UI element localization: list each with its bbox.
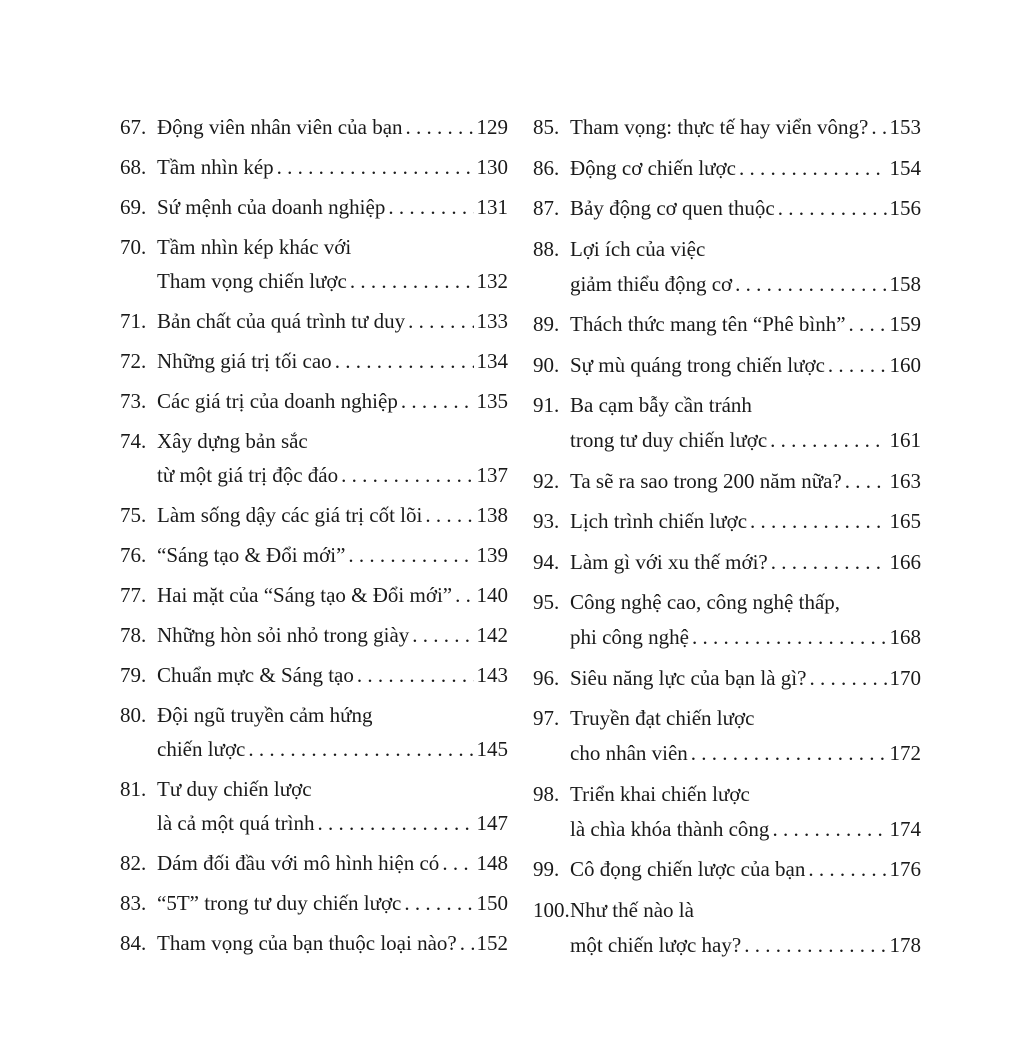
toc-entry-line (120, 462, 508, 488)
toc-entry-page-number: 142 (476, 623, 508, 647)
toc-entry-page-number: 172 (889, 741, 921, 765)
toc-entry-line (533, 705, 921, 731)
toc-entry-title: phi công nghệ (570, 625, 689, 649)
toc-entry-number: 86. (533, 155, 560, 180)
toc-entry-title: là cả một quá trình (157, 811, 315, 835)
toc-entry-title: Làm gì với xu thế mới? (570, 549, 768, 574)
toc-entry-page-number: 140 (476, 583, 508, 607)
toc-entry-number: 96. (533, 665, 560, 690)
toc-entry-number: 99. (533, 857, 560, 881)
toc-entry-page-number: 166 (889, 549, 921, 574)
toc-entry-page-number: 138 (476, 503, 508, 527)
toc-entry-line (533, 816, 921, 842)
toc-entry-number: 76. (120, 543, 147, 567)
toc-entry-title: Chuẩn mực & Sáng tạo (157, 663, 354, 687)
toc-entry-page-number: 174 (889, 816, 921, 841)
toc-entry-page-number: 159 (889, 312, 921, 336)
toc-entry-title: Dám đối đầu với mô hình hiện có (157, 851, 440, 875)
toc-entry-title: “5T” trong tư duy chiến lược (157, 891, 402, 915)
toc-entry-title: một chiến lược hay? (570, 932, 742, 957)
toc-entry-title: Cô đọng chiến lược của bạn (570, 857, 806, 881)
toc-entry-title: chiến lược (157, 737, 246, 761)
toc-entry-page-number: 130 (476, 155, 508, 179)
toc-entry-page-number: 165 (889, 509, 921, 533)
toc-entry-title: Tư duy chiến lược (157, 777, 312, 801)
toc-entry-title: “Sáng tạo & Đổi mới” (157, 543, 346, 567)
toc-entry-number: 72. (120, 349, 147, 373)
toc-entry-page-number: 154 (889, 155, 921, 180)
toc-entry-line (120, 502, 508, 528)
toc-entry-number: 98. (533, 781, 560, 806)
dot-leader (778, 195, 887, 221)
dot-leader (772, 816, 886, 842)
toc-entry-title: Sứ mệnh của doanh nghiệp (157, 195, 386, 219)
toc-entry-line (120, 736, 508, 762)
dot-leader (408, 308, 473, 334)
toc-entry-title: Tham vọng của bạn thuộc loại nào? (157, 931, 457, 955)
toc-entry-page-number: 156 (889, 196, 921, 220)
toc-entry-number: 89. (533, 312, 560, 336)
toc-entry-page-number: 178 (889, 932, 921, 957)
toc-entry-line (533, 311, 921, 337)
toc-entry-title: Ba cạm bẫy cần tránh (570, 393, 752, 417)
dot-leader (744, 932, 886, 958)
dot-leader (335, 348, 474, 374)
toc-entry-number: 85. (533, 115, 560, 139)
toc-entry-title: Lịch trình chiến lược (570, 509, 748, 533)
toc-entry-number: 87. (533, 196, 560, 220)
dot-leader (809, 665, 886, 691)
toc-entry-title: Sự mù quáng trong chiến lược (570, 352, 825, 377)
toc-entry-title: Ta sẽ ra sao trong 200 năm nữa? (570, 468, 842, 493)
toc-entry-line (533, 271, 921, 297)
toc-entry-line (120, 388, 508, 414)
toc-entry-number: 80. (120, 703, 147, 727)
toc-entry-page-number: 132 (476, 269, 508, 293)
toc-entry-title: Động viên nhân viên của bạn (157, 115, 403, 139)
toc-entry-line (120, 622, 508, 648)
toc-entry-line (120, 662, 508, 688)
toc-entry-title: Những giá trị tối cao (157, 349, 332, 373)
toc-entry-line (120, 850, 508, 876)
dot-leader (828, 352, 887, 378)
toc-entry-line (533, 427, 921, 453)
toc-entry-line (533, 781, 921, 807)
toc-entry-title: Bảy động cơ quen thuộc (570, 196, 775, 220)
toc-entry-line (120, 702, 508, 728)
toc-entry-number: 82. (120, 851, 147, 875)
toc-entry-page-number: 170 (889, 665, 921, 690)
toc-entry-number: 88. (533, 236, 560, 261)
toc-entry-page-number: 148 (476, 851, 508, 875)
toc-entry-line (533, 932, 921, 958)
dot-leader (248, 736, 473, 762)
dot-leader (770, 427, 886, 453)
toc-entry-number: 92. (533, 468, 560, 493)
dot-leader (412, 622, 473, 648)
dot-leader (771, 549, 887, 575)
toc-entry-page-number: 137 (476, 463, 508, 487)
toc-entry-line (533, 856, 921, 882)
toc-entry-line (533, 114, 921, 140)
toc-entry-number: 79. (120, 663, 147, 687)
toc-entry-title: Đội ngũ truyền cảm hứng (157, 703, 373, 727)
toc-entry-number: 73. (120, 389, 147, 413)
dot-leader (735, 271, 886, 297)
toc-entry-line (533, 195, 921, 221)
toc-entry-number: 91. (533, 393, 560, 417)
toc-entry-title: Động cơ chiến lược (570, 155, 736, 180)
toc-entry-title: Hai mặt của “Sáng tạo & Đổi mới” (157, 583, 453, 607)
toc-entry-line (120, 776, 508, 802)
toc-entry-line (533, 897, 921, 923)
toc-entry-line (120, 154, 508, 180)
toc-entry-line (120, 308, 508, 334)
toc-entry-page-number: 129 (476, 115, 508, 139)
toc-entry-line (533, 665, 921, 691)
toc-entry-number: 95. (533, 590, 560, 614)
toc-entry-number: 75. (120, 503, 147, 527)
toc-entry-line (533, 740, 921, 766)
dot-leader (350, 268, 474, 294)
toc-entry-line (533, 352, 921, 378)
toc-entry-title: Siêu năng lực của bạn là gì? (570, 665, 807, 690)
toc-entry-line (533, 589, 921, 615)
toc-entry-number: 69. (120, 195, 147, 219)
toc-entry-page-number: 139 (476, 543, 508, 567)
toc-entry-page-number: 153 (889, 115, 921, 139)
toc-entry-line (120, 810, 508, 836)
toc-entry-page-number: 152 (476, 931, 508, 955)
toc-entry-title: Công nghệ cao, công nghệ thấp, (570, 590, 841, 614)
dot-leader (425, 502, 473, 528)
toc-entry-line (120, 542, 508, 568)
toc-entry-page-number: 150 (476, 891, 508, 915)
toc-entry-number: 70. (120, 235, 147, 259)
toc-entry-title: Thách thức mang tên “Phê bình” (570, 312, 846, 336)
toc-entry-title: Triển khai chiến lược (570, 781, 750, 806)
toc-entry-number: 84. (120, 931, 147, 955)
toc-entry-number: 74. (120, 429, 147, 453)
toc-entry-title: giảm thiểu động cơ (570, 271, 733, 296)
dot-leader (348, 542, 473, 568)
dot-leader (460, 930, 474, 956)
toc-entry-line (120, 194, 508, 220)
toc-entry-number: 78. (120, 623, 147, 647)
dot-leader (750, 508, 886, 534)
toc-entry-title: Làm sống dậy các giá trị cốt lõi (157, 503, 423, 527)
dot-leader (845, 468, 887, 494)
toc-entry-line (533, 508, 921, 534)
toc-entry-title: cho nhân viên (570, 741, 688, 765)
toc-entry-title: từ một giá trị độc đáo (157, 463, 339, 487)
toc-entry-line (533, 624, 921, 650)
toc-entry-number: 67. (120, 115, 147, 139)
toc-entry-title: Xây dựng bản sắc (157, 429, 308, 453)
toc-entry-page-number: 161 (889, 428, 921, 452)
toc-entry-page-number: 163 (889, 468, 921, 493)
dot-leader (401, 388, 474, 414)
toc-entry-title: Các giá trị của doanh nghiệp (157, 389, 398, 413)
toc-entry-number: 97. (533, 706, 560, 730)
toc-entry-title: là chìa khóa thành công (570, 816, 770, 841)
dot-leader (317, 810, 473, 836)
dot-leader (404, 890, 473, 916)
toc-entry-line (120, 930, 508, 956)
toc-entry-title: Bản chất của quá trình tư duy (157, 309, 406, 333)
toc-entry-page-number: 158 (889, 271, 921, 296)
toc-entry-line (533, 155, 921, 181)
toc-entry-number: 71. (120, 309, 147, 333)
toc-entry-title: trong tư duy chiến lược (570, 428, 768, 452)
dot-leader (388, 194, 473, 220)
toc-entry-line (533, 468, 921, 494)
toc-entry-line (533, 392, 921, 418)
dot-leader (455, 582, 473, 608)
toc-entry-page-number: 145 (476, 737, 508, 761)
toc-entry-page-number: 176 (889, 857, 921, 881)
toc-entry-line (533, 236, 921, 262)
toc-entry-number: 94. (533, 549, 560, 574)
toc-entry-number: 68. (120, 155, 147, 179)
toc-entry-number: 100. (533, 897, 570, 922)
toc-entry-number: 81. (120, 777, 147, 801)
toc-entry-number: 93. (533, 509, 560, 533)
toc-entry-page-number: 135 (476, 389, 508, 413)
dot-leader (692, 624, 887, 650)
toc-entry-line (120, 582, 508, 608)
toc-entry-title: Tham vọng chiến lược (157, 269, 347, 293)
toc-entry-page-number: 168 (889, 625, 921, 649)
toc-entry-page-number: 147 (476, 811, 508, 835)
toc-entry-page-number: 143 (476, 663, 508, 687)
toc-entry-title: Như thế nào là (570, 897, 694, 922)
toc-entry-title: Lợi ích của việc (570, 236, 706, 261)
dot-leader (277, 154, 474, 180)
toc-entry-number: 77. (120, 583, 147, 607)
toc-entry-page-number: 133 (476, 309, 508, 333)
toc-entry-number: 90. (533, 352, 560, 377)
toc-entry-page-number: 160 (889, 352, 921, 377)
toc-entry-line (120, 114, 508, 140)
toc-entry-title: Những hòn sỏi nhỏ trong giày (157, 623, 410, 647)
toc-entry-line (120, 268, 508, 294)
dot-leader (871, 114, 886, 140)
dot-leader (849, 311, 887, 337)
toc-entry-title: Tầm nhìn kép (157, 155, 274, 179)
toc-entry-title: Truyền đạt chiến lược (570, 706, 755, 730)
toc-entry-line (120, 890, 508, 916)
dot-leader (406, 114, 474, 140)
dot-leader (691, 740, 887, 766)
toc-entry-line (120, 428, 508, 454)
dot-leader (357, 662, 474, 688)
dot-leader (341, 462, 473, 488)
toc-entry-line (120, 348, 508, 374)
toc-entry-line (533, 549, 921, 575)
toc-entry-page-number: 131 (476, 195, 508, 219)
toc-entry-title: Tầm nhìn kép khác với (157, 235, 352, 259)
toc-entry-title: Tham vọng: thực tế hay viển vông? (570, 115, 869, 139)
toc-entry-page-number: 134 (476, 349, 508, 373)
dot-leader (442, 850, 473, 876)
toc-entry-number: 83. (120, 891, 147, 915)
toc-entry-line (120, 234, 508, 260)
dot-leader (739, 155, 887, 181)
dot-leader (808, 856, 886, 882)
